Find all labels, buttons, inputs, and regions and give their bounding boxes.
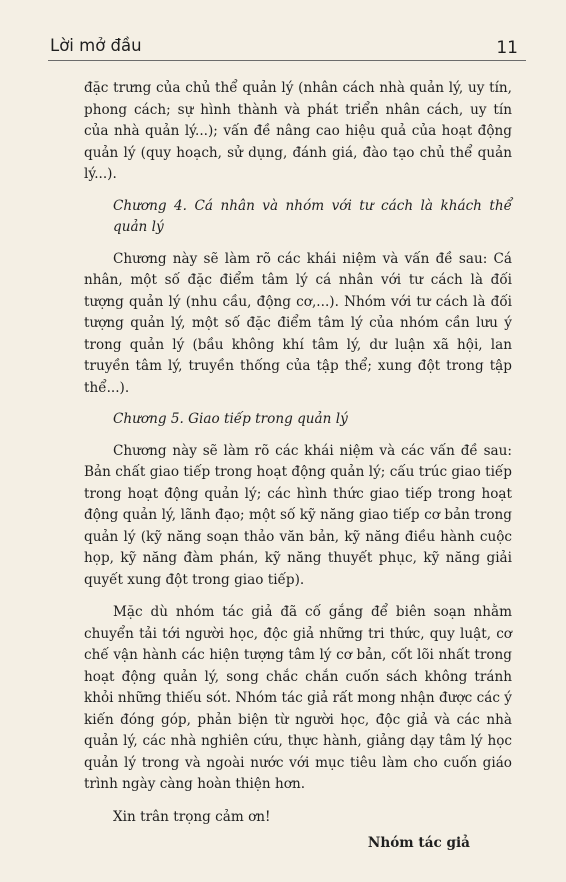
- body-text: [84, 78, 512, 855]
- paragraph-continued: đặc trưng của chủ thể quản lý (nhân cách nhà quản lý, uy tín, phong cách; sự hình thành và phát triển nhân cách, uy tín của nhà quản lý...); vấn đề nâng cao hiệu quả của hoạt động quản lý (quy hoạch, sử dụng, đánh giá, đào tạo chủ thể quản lý...).: [84, 80, 512, 182]
- author-signature: Nhóm tác giả: [367, 835, 470, 851]
- chapter-4-summary: Chương này sẽ làm rõ các khái niệm và vấn đề sau: Cá nhân, một số đặc điểm tâm lý cá nhân với tư cách là đối tượng quản lý (nhu cầu, động cơ,...). Nhóm với tư cách là đối tượng quản lý, một số đặc điểm tâm lý của nhóm cần lưu ý trong quản lý (bầu không khí tâm lý, dư luận xã hội, lan truyền tâm lý, truyền thống của tập thể; xung đột trong tập thể...).: [84, 250, 512, 396]
- running-header: [48, 30, 526, 61]
- page-number: 11: [496, 38, 518, 58]
- chapter-5-heading: Chương 5. Giao tiếp trong quản lý: [113, 411, 348, 427]
- section-title: Lời mở đầu: [50, 36, 142, 55]
- chapter-5-summary: Chương này sẽ làm rõ các khái niệm và các vấn đề sau: Bản chất giao tiếp trong hoạt động quản lý; cấu trúc giao tiếp trong hoạt động quản lý; các hình thức giao tiếp trong hoạt động quản lý, lãnh đạo; một số kỹ năng giao tiếp cơ bản trong quản lý (kỹ năng soạn thảo văn bản, kỹ năng điều hành cuộc họp, kỹ năng đàm phán, kỹ năng thuyết phục, kỹ năng giải quyết xung đột trong giao tiếp).: [84, 442, 512, 588]
- thanks-line: Xin trân trọng cảm ơn!: [113, 808, 271, 825]
- chapter-4-heading: Chương 4. Cá nhân và nhóm với tư cách là khách thể quản lý: [113, 197, 512, 235]
- closing-paragraph: Mặc dù nhóm tác giả đã cố gắng để biên soạn nhằm chuyển tải tới người học, độc giả những tri thức, quy luật, cơ chế vận hành các hiện tượng tâm lý cơ bản, cốt lõi nhất trong hoạt động quản lý, song chắc chắn cuốn sách không tránh khỏi những thiếu sót. Nhóm tác giả rất mong nhận được các ý kiến đóng góp, phản biện từ người học, độc giả và các nhà quản lý, các nhà nghiên cứu, thực hành, giảng dạy tâm lý học quản lý trong và ngoài nước với mục tiêu làm cho cuốn giáo trình ngày càng hoàn thiện hơn.: [84, 604, 512, 792]
